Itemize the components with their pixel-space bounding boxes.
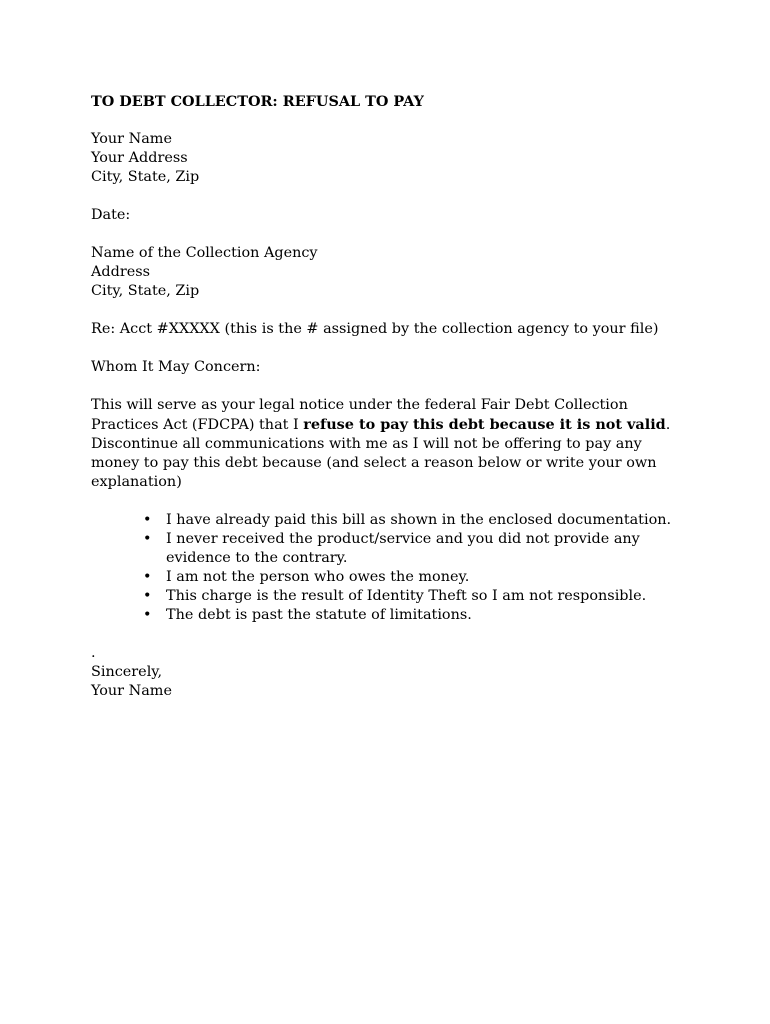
recipient-address <box>91 244 691 301</box>
reason-text: I am not the person who owes the money. <box>166 569 470 585</box>
re-line: Re: Acct #XXXXX (this is the # assigned by the collection agency to your file) <box>91 321 659 337</box>
bullet-icon: • <box>143 607 152 623</box>
reason-text: I never received the product/service and you did not provide any evidence to the contrary. <box>166 531 640 566</box>
sender-address <box>91 130 691 187</box>
sender-city: City, State, Zip <box>91 169 200 185</box>
letter-page <box>91 92 691 701</box>
list-item <box>143 511 686 530</box>
list-item <box>143 530 686 568</box>
body-paragraph <box>91 396 681 492</box>
recipient-city: City, State, Zip <box>91 283 200 299</box>
signature-name: Your Name <box>91 683 172 699</box>
list-item <box>143 587 686 606</box>
closing-block <box>91 644 691 701</box>
closing-text: Sincerely, <box>91 664 163 680</box>
bullet-icon: • <box>143 531 152 547</box>
letter-title: TO DEBT COLLECTOR: REFUSAL TO PAY <box>91 93 424 110</box>
bullet-icon: • <box>143 569 152 585</box>
recipient-street: Address <box>91 264 150 280</box>
bullet-icon: • <box>143 588 152 604</box>
reason-list <box>91 511 686 625</box>
list-item <box>143 568 686 587</box>
reason-text: I have already paid this bill as shown in the enclosed documentation. <box>166 512 672 528</box>
reason-text: The debt is past the statute of limitations. <box>166 607 472 623</box>
body-text-part2: . Discontinue all communications with me as I will not be offering to pay any money to pay this debt because (and select a reason below or write your own explanation) <box>91 417 671 490</box>
sender-name: Your Name <box>91 131 172 147</box>
reason-text: This charge is the result of Identity Theft so I am not responsible. <box>166 588 647 604</box>
body-text-part1: This will serve as your legal notice under the federal Fair Debt Collection Practices Act (FDCPA) that I <box>91 397 628 433</box>
bullet-icon: • <box>143 512 152 528</box>
body-text-bold: refuse to pay this debt because it is not valid <box>303 416 666 433</box>
date-line: Date: <box>91 207 131 223</box>
salutation: Whom It May Concern: <box>91 359 261 375</box>
recipient-name: Name of the Collection Agency <box>91 245 318 261</box>
dot-line: . <box>91 645 96 661</box>
sender-street: Your Address <box>91 150 188 166</box>
list-item <box>143 606 686 625</box>
